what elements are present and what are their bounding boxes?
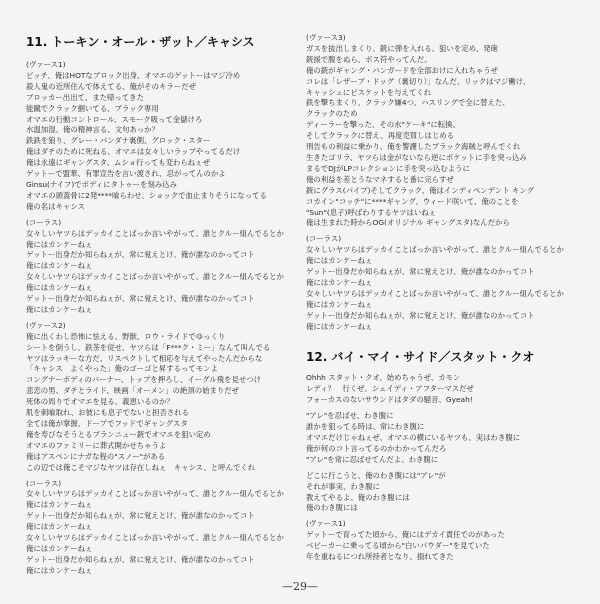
lyric-line: 女々しいヤツらはデッカイことばっか言いやがって、誰とクルー組んでるとか (26, 272, 284, 282)
lyric-line: レディ？ 行くぜ、シェイディ・アフターマスだぜ (306, 384, 474, 394)
song-title: 12. バイ・マイ・サイド／スタット・クオ (306, 350, 535, 365)
page-number: —29— (282, 580, 318, 593)
lyric-line: 俺は永遠にギャングスタ、ムショ行っても変わらねぇぜ (26, 158, 210, 168)
lyric-stanza (306, 471, 582, 515)
lyric-line: ゲットー出身だか知らねぇが、常に覚えとけ、俺が誰なのかってコト (26, 554, 255, 564)
lyric-line: (コーラス) (306, 234, 342, 244)
lyric-line: そしてクラックに替え、再度売買しはじめる (306, 131, 455, 141)
right-column (306, 0, 582, 563)
lyric-line: コングナーボディのバーナー、トップを押ろし、イーグル飛を見せつけ (26, 375, 262, 385)
lyric-line: 悲恋の男、ダチとライド、映画「オーメン」の絶頂の始まりだぜ (26, 386, 240, 396)
lyric-line: 銃援で腹をぬら、ボス符やってんだ。 (306, 54, 432, 64)
lyric-line: 水温加湿、俺の精神言る、文句あっか？ (26, 125, 159, 135)
lyric-line: ゲットー出身だか知らねぇが、常に覚えとけ、俺が誰なのかってコト (306, 267, 535, 277)
lyric-line: (ヴァース1) (306, 519, 346, 529)
stanza-gap (306, 332, 582, 337)
lyric-stanza (26, 60, 294, 213)
lyric-stanza (26, 479, 294, 577)
lyric-line: 能蹴でクラック捌いてる、ブラック専用 (26, 103, 159, 113)
lyric-line: 俺にはカンケーねぇ (306, 277, 373, 287)
lyric-line: 女々しいヤツらはデッカイことばっか言いやがって、誰とクルー組んでるとか (26, 533, 284, 543)
lyric-line: 刑告もの利益に乗かり、俺を警護したブラック海賊と呼んでくれ (306, 142, 521, 152)
lyric-line: 「キャシス よくやった」俺のゴーゴと昇するってモンよ (26, 364, 218, 374)
lyric-line: 女々しいヤツらはデッカイことばっか言いやがって、誰とクルー組んでるとか (306, 288, 564, 298)
lyric-line: "アレ"を常に忍ばせてんだよ、わき腹に (306, 454, 439, 464)
lyric-line: 俺にはカンケーねぇ (306, 256, 373, 266)
lyric-line: オマエのファミリーに葬式開かせちゃうよ (26, 440, 167, 450)
lyric-line: 俺にはカンケーねぇ (26, 543, 93, 553)
lyric-line: 俺はダチのために死ねる、オマエは女々しいラップやってるだけ (26, 147, 241, 157)
lyric-stanza (306, 373, 582, 406)
lyric-line: (ヴァース3) (306, 33, 346, 42)
lyric-line: ゲットーで盟華、有罪宣告を言い渡され、忍がってんのかよ (26, 169, 226, 179)
lyric-line: 俺にはカンケーねぇ (306, 321, 373, 331)
lyric-line: 俺が何のコト言ってるのかわかってんだろ (306, 443, 447, 453)
lyric-line: 肌を刺喰取れ、お彼にも息子でないと担否される (26, 408, 190, 418)
lyric-stanza (26, 218, 294, 316)
lyric-line: オマエの頭蓋骨に2発****喰らわせ、ショックで血止まりそうになってる (26, 190, 267, 200)
lyric-line: 俺に出くわし恐怖に怯える、野獣、ロウ・ライドでゆっくり (26, 331, 226, 341)
lyric-line: 全ては俺が掌握、ドープでフッドでギャングスタ (26, 419, 188, 428)
lyric-line: 俺にはカンケーねぇ (26, 304, 93, 314)
lyric-line: 女々しいヤツらはデッカイことばっか言いやがって、誰とクルー組んでるとか (306, 245, 564, 255)
lyric-line: 俺にはカンケーねぇ (26, 565, 93, 575)
lyric-line: コカイン"コッチ"に****ギャング、ウィード咲いて、俺のことを (306, 196, 519, 206)
lyric-line: (コーラス) (26, 217, 62, 227)
lyric-line: (ヴァース1) (26, 60, 66, 69)
lyric-line: Ohhh スタット・クオ、始めちゃうぜ、カモン (306, 373, 461, 383)
lyric-line: キャッシュにビスケットを与えてくれ (306, 87, 432, 97)
lyric-stanza (306, 33, 582, 229)
lyric-line: この辺では俺こそマジなヤツは存在しねぇ キャシス、と呼んでくれ (26, 462, 256, 472)
lyric-line: オマエの行動コントロール、スモーク吸って金儲けろ (26, 114, 203, 124)
lyric-line: 俺のわき腹には (306, 503, 358, 513)
left-column (26, 0, 294, 577)
lyric-line: 俺はアスペンにナガな程の"スノー"がある (26, 451, 166, 461)
lyric-line: "Sun"(息子)呼ばわりするヤツはいねぇ (306, 207, 437, 217)
lyric-line: 死体の周りでオマエを見る、義恵いるのか？ (26, 397, 174, 407)
lyric-line: コレは「レザーブ・ドッグ（裏切り）」なんだ、リックはマジ働け、 (306, 76, 531, 86)
lyric-line: 鉄を撃ちまくり、クラック嫌4つ、ハスリングで全に替えた、 (306, 98, 510, 108)
lyric-line: ガスを抜出しまくり、銃に弾を入れる、狙いを定め、発砲 (306, 43, 498, 53)
lyric-line: どこに行こうと、俺のわき腹には"アレ"が (306, 470, 446, 480)
lyric-stanza (306, 411, 582, 466)
lyric-line: 女々しいヤツらはデッカイことばっか言いやがって、誰とクルー組んでるとか (26, 228, 284, 238)
song-title: 11. トーキン・オール・ザット／キャシス (26, 35, 255, 49)
lyric-line: ベビーカーに乗ってる頃から"白いパウダー"を見ていた (306, 541, 490, 551)
lyric-line: ゲットーで育ってた頃から、俺にはデカイ責任でのがあった (306, 530, 505, 540)
lyric-line: ゲットー出身だか知らねぇが、常に覚えとけ、俺が誰なのかってコト (26, 511, 255, 521)
lyric-line: 俺の銃がギャング・バンガードを全部おけに入れちゃうぜ (306, 65, 499, 75)
lyric-line: 生きたゴリラ、ヤツらは金がないなら逆にポケットに手を突っ込み (306, 152, 527, 162)
lyric-line: まるでDJがLPコレクションに手を突っ込むように (306, 163, 470, 173)
lyric-line: 殺人鬼の近所住んで体えてる、俺がそのキラーだぜ (26, 81, 196, 91)
lyric-line: 誰かを狙ってる時は、常にわき腹に (306, 422, 425, 432)
lyric-line: ビッチ、俺はHOTなブロック出身、オマエのゲットーはマジ冷め (26, 70, 241, 80)
lyric-line: 銃にグラス(パイプ)そしてクラック、俺はインディペンデント キング (306, 185, 534, 195)
lyric-line: 俺にはカンケーねぇ (26, 500, 93, 510)
lyric-line: 俺の利益を差とうなマネすると番に完らすぜ (306, 174, 454, 184)
lyric-line: Ginsu(ナイフ)でボディにタトゥーを刻み込み (26, 179, 177, 189)
lyric-stanza (26, 321, 294, 474)
lyric-line: ヤツはラッキーな方だ、リスペクトして相応を与えてやったんだからな (26, 353, 263, 363)
lyric-line: ゲットー出身だか知らねぇが、常に覚えとけ、俺が誰なのかってコト (26, 294, 255, 304)
lyric-line: クラックのため (306, 109, 358, 119)
lyric-line: (コーラス) (26, 478, 62, 488)
lyric-line: それが事実、わき腹に (306, 481, 380, 491)
lyric-line: 俺を寿びなそうとるブランニュー銃でオマエを狙い定め (26, 429, 211, 439)
lyric-line: 鉄鉄を狼り、グレー・パンダナ裏側、グロック・スター (26, 136, 211, 146)
lyric-line: 俺の名はキャシス (26, 201, 85, 211)
lyric-stanza (306, 519, 582, 563)
lyric-line: 俺は生まれた時からOG(オリジナル ギャングスタ)なんだから (306, 218, 510, 228)
lyric-line: 俺にはカンケーねぇ (26, 261, 93, 271)
lyric-line: オマエだけじゃねぇぜ、オマエの横にいるヤツも、実はわき腹に (306, 433, 521, 442)
lyric-line: 俺にはカンケーねぇ (26, 239, 93, 249)
lyric-stanza (306, 234, 582, 332)
lyric-line: 俺にはカンケーねぇ (26, 283, 93, 293)
lyric-line: 俺にはカンケーねぇ (306, 299, 373, 309)
lyric-line: ディーラーを撃った、その水"ケーキ"に転換、 (306, 120, 461, 130)
lyric-line: ブロッカー出出て、また帰ってきた (26, 92, 144, 102)
lyric-line: (ヴァース2) (26, 320, 66, 330)
lyric-line: ゲットー出身だか知らねぇが、常に覚えとけ、俺が誰なのかってコト (26, 250, 255, 260)
lyric-line: シートを倒うし、鉄茶を従せ、ヤツらは「F***ク・ミー」なんて叫んでる (26, 342, 271, 352)
lyric-line: 女々しいヤツらはデッカイことばっか言いやがって、誰とクルー組んでるとか (26, 489, 284, 499)
lyric-line: 教えてやるよ、俺のわき腹には (306, 492, 410, 502)
lyric-line: 俺にはカンケーねぇ (26, 522, 93, 532)
lyric-line: ゲットー出身だか知らねぇが、常に覚えとけ、俺が誰なのかってコト (306, 310, 535, 320)
lyric-line: 年を重ねるにつれ所持者となり、損れてきた (306, 552, 454, 562)
lyric-line: フォーカスのないサウンドはタダの騒音、Gyeah! (306, 395, 473, 405)
lyric-line: "アレ"を忍ばせ、わき腹に (306, 411, 394, 421)
